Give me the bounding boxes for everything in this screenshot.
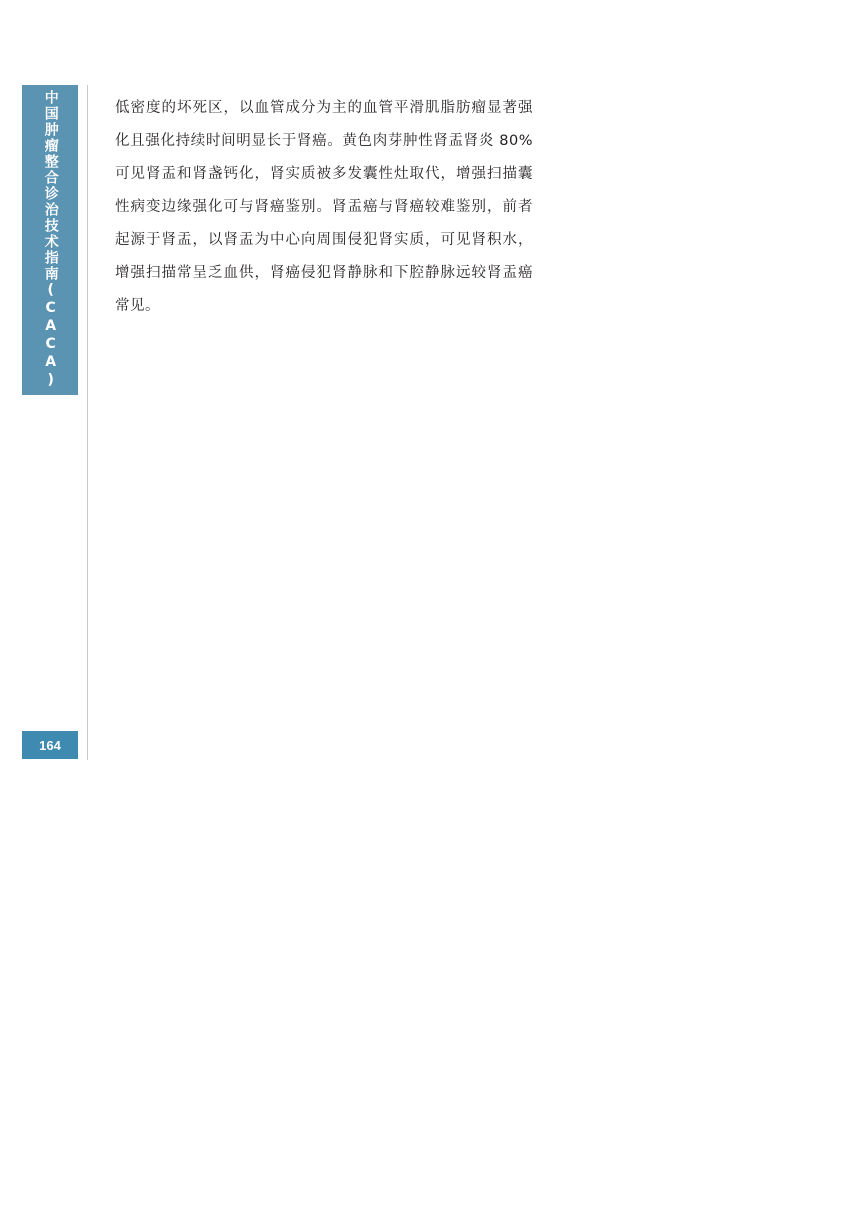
- margin-divider: [87, 85, 88, 760]
- side-tab-banner: [22, 85, 78, 395]
- body-text-column: [115, 92, 533, 323]
- page-number: 164: [39, 737, 61, 753]
- page-number-badge: [22, 731, 78, 759]
- side-tab-title: 中国肿瘤整合诊治技术指南(CACA): [42, 90, 59, 390]
- body-paragraph: 低密度的坏死区，以血管成分为主的血管平滑肌脂肪瘤显著强化且强化持续时间明显长于肾癌。黄色肉芽肿性肾盂肾炎 80% 可见肾盂和肾盏钙化，肾实质被多发囊性灶取代，增强扫描囊性病变边缘强化可与肾癌鉴别。肾盂癌与肾癌较难鉴别，前者起源于肾盂，以肾盂为中心向周围侵犯肾实质，可见肾积水，增强扫描常呈乏血供，肾癌侵犯肾静脉和下腔静脉远较肾盂癌常见。: [115, 100, 533, 314]
